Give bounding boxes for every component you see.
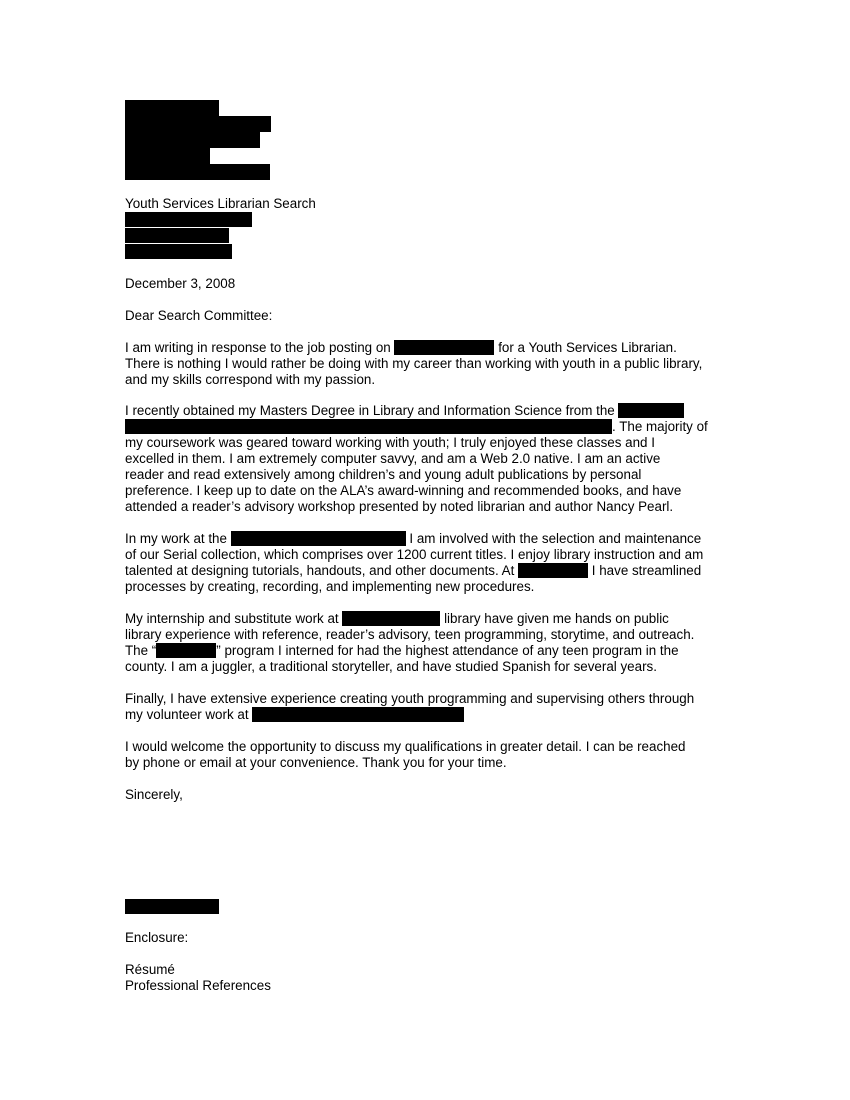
text: talented at designing tutorials, handouts, and other documents. At xyxy=(125,563,519,578)
paragraph-6 xyxy=(125,739,745,771)
redaction-bar xyxy=(125,100,219,117)
salutation: Dear Search Committee: xyxy=(125,308,273,323)
redaction-bar xyxy=(125,148,210,164)
text: In my work at the xyxy=(125,531,231,546)
redaction-bar xyxy=(231,531,406,546)
text: library have given me hands on public xyxy=(440,611,669,626)
redaction-bar xyxy=(342,611,440,626)
redaction-bar xyxy=(156,643,216,658)
paragraph-3 xyxy=(125,531,745,595)
redaction-bar xyxy=(125,228,229,243)
text: I would welcome the opportunity to discuss my qualifications in greater detail. I can be reached xyxy=(125,739,686,754)
paragraph-5 xyxy=(125,691,745,723)
signature-name-redacted xyxy=(125,899,219,914)
enclosure-item: Professional References xyxy=(125,978,271,993)
paragraph-4 xyxy=(125,611,745,675)
text: processes by creating, recording, and implementing new procedures. xyxy=(125,579,535,594)
text: ” program I interned for had the highest attendance of any teen program in the xyxy=(216,643,679,658)
text: I am writing in response to the job posting on xyxy=(125,340,395,355)
redaction-bar xyxy=(252,707,464,722)
recipient-title: Youth Services Librarian Search xyxy=(125,196,316,211)
enclosure-item: Résumé xyxy=(125,962,175,977)
text: for a Youth Services Librarian. xyxy=(494,340,677,355)
text: reader and read extensively among children’s and young adult publications by personal xyxy=(125,467,642,482)
redaction-bar xyxy=(125,116,271,132)
text: my coursework was geared toward working with youth; I truly enjoyed these classes and I xyxy=(125,435,655,450)
text: library experience with reference, reader’s advisory, teen programming, storytime, and outreach. xyxy=(125,627,695,642)
redaction-bar xyxy=(518,563,588,578)
redaction-bar xyxy=(125,164,270,180)
paragraph-2 xyxy=(125,403,745,515)
text: county. I am a juggler, a traditional storyteller, and have studied Spanish for several years. xyxy=(125,659,657,674)
text: Finally, I have extensive experience creating youth programming and supervising others through xyxy=(125,691,695,706)
closing: Sincerely, xyxy=(125,787,183,802)
text: I have streamlined xyxy=(588,563,702,578)
text: . The majority of xyxy=(612,419,708,434)
enclosure-label: Enclosure: xyxy=(125,930,189,945)
redaction-bar xyxy=(125,244,232,259)
text: My internship and substitute work at xyxy=(125,611,343,626)
text: my volunteer work at xyxy=(125,707,253,722)
redaction-bar xyxy=(125,419,612,434)
text: excelled in them. I am extremely computer savvy, and am a Web 2.0 native. I am an active xyxy=(125,451,661,466)
redaction-bar xyxy=(125,132,260,148)
redaction-bar xyxy=(618,403,684,418)
text: There is nothing I would rather be doing with my career than working with youth in a public library, xyxy=(125,356,703,371)
text: I am involved with the selection and maintenance xyxy=(405,531,702,546)
text: by phone or email at your convenience. Thank you for your time. xyxy=(125,755,507,770)
letter-date: December 3, 2008 xyxy=(125,276,236,291)
text: preference. I keep up to date on the ALA’s award-winning and recommended books, and have xyxy=(125,483,682,498)
text: and my skills correspond with my passion. xyxy=(125,372,376,387)
redaction-bar xyxy=(125,212,252,227)
text: of our Serial collection, which comprises over 1200 current titles. I enjoy library instruction and am xyxy=(125,547,704,562)
redaction-bar xyxy=(394,340,494,355)
text: I recently obtained my Masters Degree in Library and Information Science from the xyxy=(125,403,619,418)
paragraph-1 xyxy=(125,340,745,388)
text: attended a reader’s advisory workshop presented by noted librarian and author Nancy Pearl. xyxy=(125,499,674,514)
text: The “ xyxy=(125,643,157,658)
